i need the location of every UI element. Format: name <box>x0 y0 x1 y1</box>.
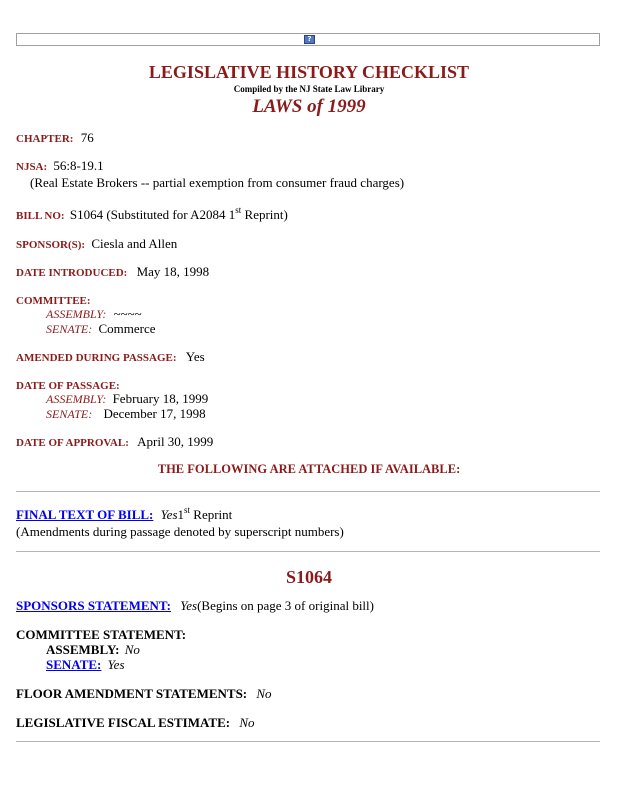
passage-senate-value: December 17, 1998 <box>103 406 206 421</box>
floor-amendment-value: No <box>256 686 272 701</box>
bill-no-value <box>70 207 288 222</box>
bill-heading: S1064 <box>285 567 332 587</box>
bill-no-superscript: st <box>235 205 242 215</box>
top-frame-box <box>16 33 600 46</box>
final-text-row <box>16 507 232 523</box>
passage-assembly-value: February 18, 1999 <box>112 391 209 406</box>
compiled-by: Compiled by the NJ State Law Library <box>233 84 385 94</box>
committee-statement-label: COMMITTEE STATEMENT: <box>16 627 187 642</box>
bill-no-value-tail: Reprint) <box>241 207 288 222</box>
bill-no-value-text: S1064 (Substituted for A2084 1 <box>69 207 236 222</box>
final-text-reprint: Reprint <box>190 507 233 522</box>
date-introduced-label: DATE INTRODUCED: <box>16 267 128 279</box>
final-text-note: (Amendments during passage denoted by superscript numbers) <box>16 524 344 539</box>
committee-statement-assembly-label: ASSEMBLY: <box>46 642 120 657</box>
approval-label: DATE OF APPROVAL: <box>16 437 129 449</box>
date-introduced-value: May 18, 1998 <box>136 264 210 279</box>
committee-statement-assembly-value: No <box>124 642 140 657</box>
attached-heading: THE FOLLOWING ARE ATTACHED IF AVAILABLE: <box>157 462 461 476</box>
committee-assembly-value: ~~~~ <box>113 306 142 321</box>
chapter-label: CHAPTER: <box>16 133 74 145</box>
bill-no-row <box>16 207 288 223</box>
divider-1 <box>16 491 600 492</box>
fiscal-estimate-value: No <box>239 715 255 730</box>
final-text-link[interactable]: FINAL TEXT OF BILL: <box>16 507 154 522</box>
final-text-yes: Yes <box>160 507 178 522</box>
divider-3 <box>16 741 600 742</box>
committee-senate-label: SENATE: <box>46 322 93 336</box>
sponsors-statement-link[interactable]: SPONSORS STATEMENT: <box>16 598 171 613</box>
passage-senate-row <box>46 406 206 422</box>
njsa-row <box>16 158 104 174</box>
date-introduced-row <box>16 264 209 280</box>
fiscal-estimate-row <box>16 715 255 731</box>
committee-assembly-label: ASSEMBLY: <box>46 307 107 321</box>
bill-no-label: BILL NO: <box>16 210 65 222</box>
committee-statement-assembly-row <box>46 642 140 658</box>
sponsors-statement-row <box>16 598 374 614</box>
sponsors-value: Ciesla and Allen <box>91 236 178 251</box>
sponsors-statement-yes: Yes <box>180 598 198 613</box>
chapter-row <box>16 130 94 146</box>
divider-2 <box>16 551 600 552</box>
floor-amendment-row <box>16 686 272 702</box>
committee-label: COMMITTEE: <box>16 295 91 307</box>
amended-label: AMENDED DURING PASSAGE: <box>16 352 177 364</box>
amended-row <box>16 349 205 365</box>
njsa-label: NJSA: <box>16 161 48 173</box>
final-text-superscript: st <box>184 505 191 515</box>
committee-senate-row <box>46 321 156 337</box>
help-icon[interactable]: ? <box>304 35 315 44</box>
page-title: LEGISLATIVE HISTORY CHECKLIST <box>148 62 470 82</box>
amended-value: Yes <box>185 349 205 364</box>
passage-assembly-label: ASSEMBLY: <box>46 392 107 406</box>
chapter-value: 76 <box>80 130 94 145</box>
sponsors-label: SPONSOR(S): <box>16 239 86 251</box>
committee-assembly-row <box>46 306 142 322</box>
committee-statement-senate-value: Yes <box>107 657 125 672</box>
passage-senate-label: SENATE: <box>46 407 93 421</box>
laws-year: LAWS of 1999 <box>252 96 366 117</box>
committee-senate-value: Commerce <box>98 321 156 336</box>
fiscal-estimate-label: LEGISLATIVE FISCAL ESTIMATE: <box>16 715 231 730</box>
approval-row <box>16 434 213 450</box>
committee-statement-senate-link[interactable]: SENATE: <box>46 657 102 672</box>
passage-label: DATE OF PASSAGE: <box>16 380 120 392</box>
njsa-description: (Real Estate Brokers -- partial exemption from consumer fraud charges) <box>30 175 405 190</box>
sponsors-row <box>16 236 177 252</box>
final-text-number: 1 <box>177 507 185 522</box>
passage-assembly-row <box>46 391 208 407</box>
sponsors-statement-note: (Begins on page 3 of original bill) <box>197 598 374 613</box>
floor-amendment-label: FLOOR AMENDMENT STATEMENTS: <box>16 686 248 701</box>
njsa-value: 56:8-19.1 <box>53 158 104 173</box>
committee-statement-senate-row <box>46 657 125 673</box>
approval-value: April 30, 1999 <box>137 434 214 449</box>
